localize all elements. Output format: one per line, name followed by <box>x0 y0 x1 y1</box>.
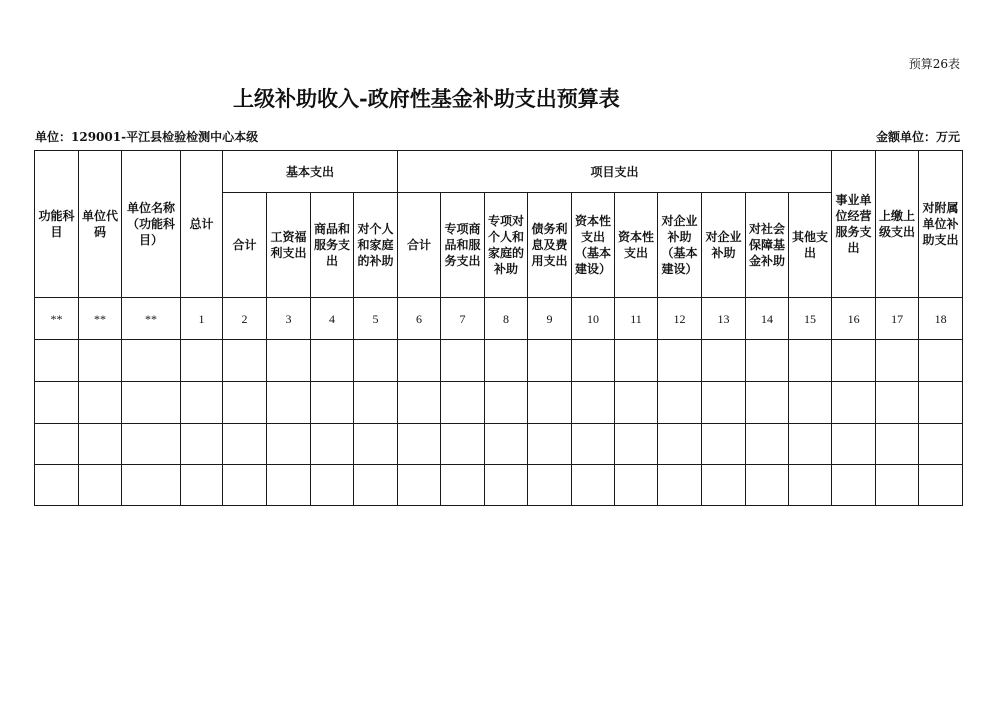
table-cell <box>832 465 876 506</box>
table-cell <box>746 382 789 424</box>
index-cell: 4 <box>311 298 354 340</box>
table-cell <box>223 424 267 465</box>
table-cell <box>572 424 615 465</box>
table-cell <box>485 424 528 465</box>
table-cell <box>354 382 398 424</box>
header-project-social-security-subsidy: 对社会保障基金补助 <box>746 193 789 298</box>
table-cell <box>658 424 702 465</box>
header-project-debt-interest: 债务利息及费用支出 <box>528 193 572 298</box>
table-cell <box>702 424 746 465</box>
table-cell <box>572 382 615 424</box>
table-cell <box>35 424 79 465</box>
table-cell <box>746 340 789 382</box>
table-cell <box>746 424 789 465</box>
header-grand-total: 总计 <box>181 151 223 298</box>
table-cell <box>441 465 485 506</box>
index-cell: 15 <box>789 298 832 340</box>
header-institution-business-expenditure: 事业单位经营服务支出 <box>832 151 876 298</box>
table-cell <box>919 424 963 465</box>
table-cell <box>35 382 79 424</box>
table-cell <box>876 465 919 506</box>
table-body <box>35 298 963 506</box>
table-cell <box>658 340 702 382</box>
header-unit-name: 单位名称（功能科目） <box>122 151 181 298</box>
table-cell <box>122 340 181 382</box>
header-project-other: 其他支出 <box>789 193 832 298</box>
table-cell <box>702 465 746 506</box>
table-cell <box>398 340 441 382</box>
index-cell: 8 <box>485 298 528 340</box>
table-cell <box>876 340 919 382</box>
header-basic-wages-welfare: 工资福利支出 <box>267 193 311 298</box>
header-project-special-goods-services: 专项商品和服务支出 <box>441 193 485 298</box>
table-cell <box>702 340 746 382</box>
table-cell <box>441 340 485 382</box>
table-cell <box>398 465 441 506</box>
table-cell <box>441 424 485 465</box>
index-cell: 6 <box>398 298 441 340</box>
table-cell <box>919 340 963 382</box>
table-cell <box>181 424 223 465</box>
index-cell: 3 <box>267 298 311 340</box>
table-cell <box>528 340 572 382</box>
header-basic-goods-services: 商品和服务支出 <box>311 193 354 298</box>
index-cell: 17 <box>876 298 919 340</box>
table-cell <box>485 465 528 506</box>
table-cell <box>702 382 746 424</box>
table-cell <box>181 340 223 382</box>
index-cell: 1 <box>181 298 223 340</box>
table-row <box>35 424 963 465</box>
table-cell <box>746 465 789 506</box>
table-cell <box>572 465 615 506</box>
table-cell <box>122 424 181 465</box>
header-project-special-individual-household: 专项对个人和家庭的补助 <box>485 193 528 298</box>
table-header <box>35 151 963 298</box>
table-cell <box>223 382 267 424</box>
table-cell <box>122 465 181 506</box>
table-cell <box>615 340 658 382</box>
table-cell <box>789 382 832 424</box>
table-cell <box>181 382 223 424</box>
table-cell <box>919 465 963 506</box>
table-cell <box>35 465 79 506</box>
header-project-enterprise-subsidy: 对企业补助 <box>702 193 746 298</box>
table-cell <box>311 465 354 506</box>
header-row-groups <box>35 151 963 193</box>
table-cell <box>615 465 658 506</box>
table-cell <box>79 382 122 424</box>
table-cell <box>79 340 122 382</box>
table-cell <box>876 382 919 424</box>
index-cell: 7 <box>441 298 485 340</box>
budget-table <box>34 150 963 506</box>
table-cell <box>311 340 354 382</box>
index-cell: 5 <box>354 298 398 340</box>
header-group-basic-expenditure: 基本支出 <box>223 151 398 193</box>
table-cell <box>122 382 181 424</box>
header-unit-code: 单位代码 <box>79 151 122 298</box>
header-project-subtotal: 合计 <box>398 193 441 298</box>
table-cell <box>658 382 702 424</box>
table-cell <box>354 465 398 506</box>
table-cell <box>615 382 658 424</box>
index-cell: 14 <box>746 298 789 340</box>
index-cell: 13 <box>702 298 746 340</box>
table-cell <box>79 424 122 465</box>
amount-unit-label: 金额单位：万元 <box>875 130 960 144</box>
index-cell: 9 <box>528 298 572 340</box>
table-cell <box>223 340 267 382</box>
table-row <box>35 465 963 506</box>
table-cell <box>832 424 876 465</box>
index-row <box>35 298 963 340</box>
index-cell: ** <box>122 298 181 340</box>
table-cell <box>311 382 354 424</box>
table-cell <box>267 382 311 424</box>
table-cell <box>789 340 832 382</box>
index-cell: 10 <box>572 298 615 340</box>
index-cell: 11 <box>615 298 658 340</box>
unit-label: 单位：129001-平江县检验检测中心本级 <box>35 130 259 144</box>
table-cell <box>528 382 572 424</box>
table-cell <box>398 382 441 424</box>
header-function-subject: 功能科目 <box>35 151 79 298</box>
table-cell <box>789 424 832 465</box>
table-row <box>35 340 963 382</box>
table-cell <box>528 424 572 465</box>
table-cell <box>223 465 267 506</box>
table-cell <box>832 340 876 382</box>
table-cell <box>35 340 79 382</box>
table-cell <box>876 424 919 465</box>
index-cell: 2 <box>223 298 267 340</box>
table-row <box>35 382 963 424</box>
index-cell: 12 <box>658 298 702 340</box>
table-cell <box>919 382 963 424</box>
table-cell <box>267 424 311 465</box>
form-number: 预算26表 <box>908 57 960 71</box>
header-remit-to-superior: 上缴上级支出 <box>876 151 919 298</box>
header-basic-individual-household-subsidy: 对个人和家庭的补助 <box>354 193 398 298</box>
table-cell <box>528 465 572 506</box>
header-group-project-expenditure: 项目支出 <box>398 151 832 193</box>
table-cell <box>311 424 354 465</box>
header-basic-subtotal: 合计 <box>223 193 267 298</box>
table-cell <box>572 340 615 382</box>
table-cell <box>832 382 876 424</box>
table-cell <box>354 340 398 382</box>
index-cell: 18 <box>919 298 963 340</box>
table-cell <box>789 465 832 506</box>
table-cell <box>441 382 485 424</box>
index-cell: ** <box>79 298 122 340</box>
header-project-capital-construction: 资本性支出（基本建设） <box>572 193 615 298</box>
table-cell <box>79 465 122 506</box>
table-cell <box>267 340 311 382</box>
table-cell <box>181 465 223 506</box>
header-project-enterprise-subsidy-construction: 对企业补助（基本建设） <box>658 193 702 298</box>
header-project-capital: 资本性支出 <box>615 193 658 298</box>
index-cell: ** <box>35 298 79 340</box>
table-cell <box>267 465 311 506</box>
table-cell <box>354 424 398 465</box>
table-cell <box>658 465 702 506</box>
table-cell <box>398 424 441 465</box>
header-subsidy-to-affiliates: 对附属单位补助支出 <box>919 151 963 298</box>
table-cell <box>485 340 528 382</box>
page-title: 上级补助收入-政府性基金补助支出预算表 <box>233 86 620 111</box>
table-cell <box>615 424 658 465</box>
table-cell <box>485 382 528 424</box>
index-cell: 16 <box>832 298 876 340</box>
